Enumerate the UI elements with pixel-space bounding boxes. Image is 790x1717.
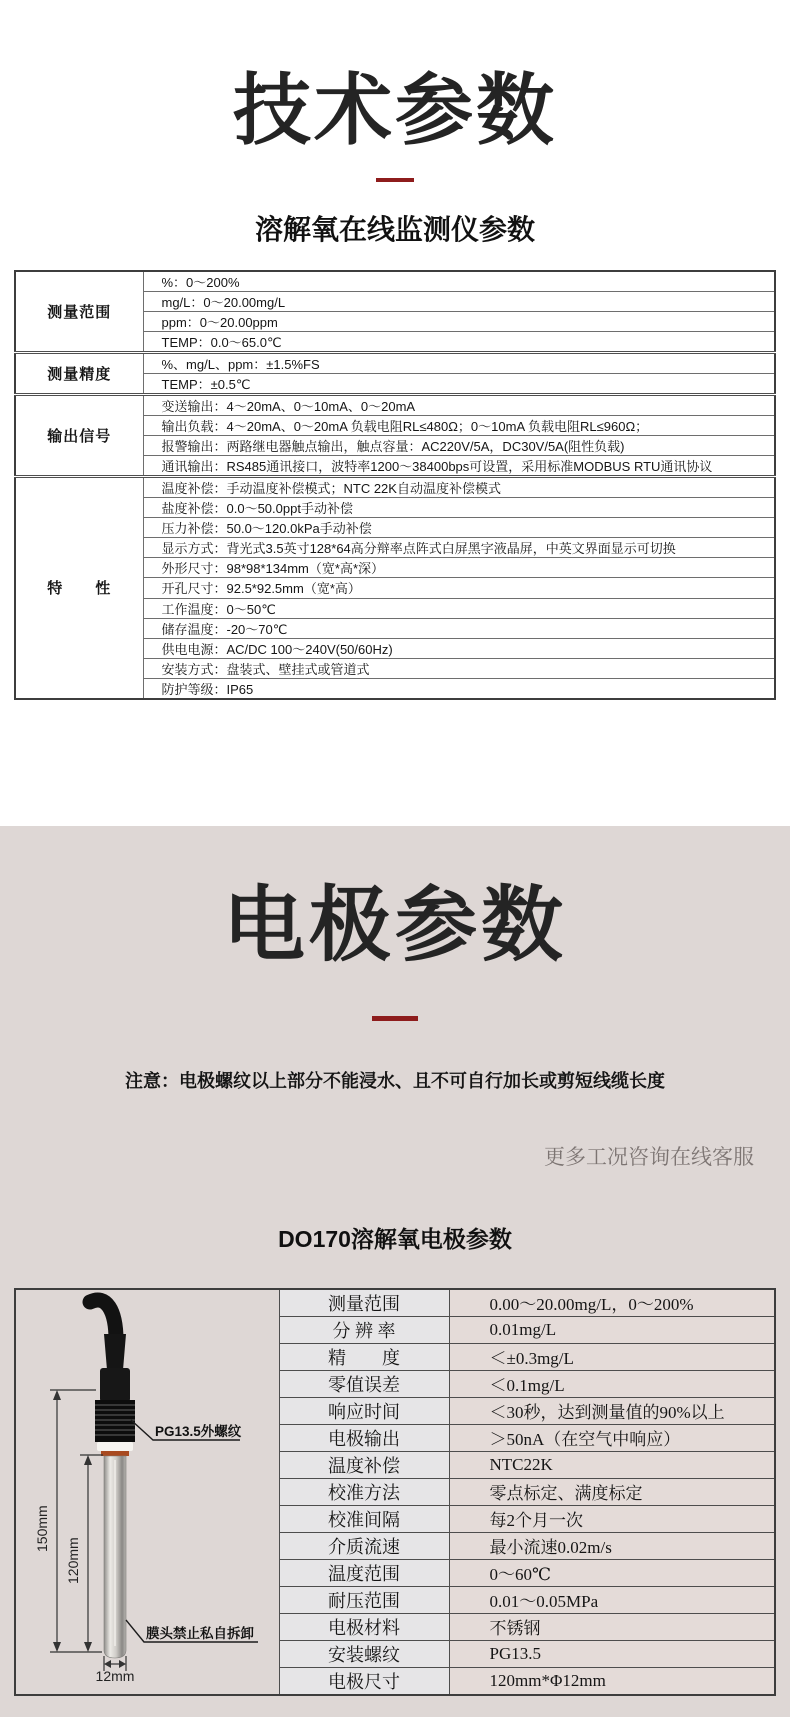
spec-value: 显示方式：背光式3.5英寸128*64高分辩率点阵式白屏黑字液晶屏，中英文界面显示可切换 [143, 538, 775, 558]
spec-value: 输出负载：4～20mA、0～20mA 负载电阻RL≤480Ω；0～10mA 负载电阻RL≤960Ω； [143, 415, 775, 435]
thread-ridges [95, 1405, 135, 1435]
electrode-spec-table [14, 1288, 776, 1696]
spec-value: mg/L：0～20.00mg/L [143, 291, 775, 311]
electrode-table-title: DO170溶解氧电极参数 [278, 1225, 512, 1252]
spec-value: 报警输出：两路继电器触点输出，触点容量：AC220V/5A，DC30V/5A(阻性负载) [143, 435, 775, 455]
electrode-spec-label: 电极尺寸 [279, 1667, 449, 1695]
electrode-title-divider [372, 1016, 418, 1021]
membrane-annotation: 膜头禁止私自拆卸 [146, 1625, 254, 1641]
electrode-spec-label: 温度范围 [279, 1559, 449, 1586]
electrode-table-row [15, 1289, 775, 1317]
electrode-spec-label: 校准方法 [279, 1478, 449, 1505]
spec-value: ppm：0～20.00ppm [143, 311, 775, 331]
electrode-spec-label: 分 辨 率 [279, 1316, 449, 1343]
spec-group-label: 特 性 [15, 477, 143, 699]
electrode-spec-label: 校准间隔 [279, 1505, 449, 1532]
spec-value: TEMP：0.0～65.0℃ [143, 331, 775, 352]
dim-shaft-label: 120mm [65, 1537, 81, 1584]
electrode-spec-label: 耐压范围 [279, 1586, 449, 1613]
electrode-spec-value: 零点标定、满度标定 [449, 1478, 775, 1505]
electrode-spec-label: 介质流速 [279, 1532, 449, 1559]
electrode-cable [90, 1300, 116, 1340]
spec-value: 外形尺寸：98*98*134mm（宽*高*深） [143, 558, 775, 578]
dim-120-lines [80, 1455, 103, 1648]
tech-section-title: 技术参数 [232, 66, 557, 154]
dim-total-label: 150mm [34, 1505, 50, 1552]
customer-service-text: 更多工况咨询在线客服 [544, 1145, 754, 1169]
electrode-spec-label: 响应时间 [279, 1397, 449, 1424]
electrode-diagram-cell [15, 1289, 279, 1695]
dim-width-label: 12mm [95, 1667, 135, 1682]
electrode-spec-value: 每2个月一次 [449, 1505, 775, 1532]
electrode-spec-label: 温度补偿 [279, 1451, 449, 1478]
spec-group-label: 测量精度 [15, 352, 143, 394]
electrode-neck [104, 1334, 126, 1370]
electrode-diagram [16, 1290, 278, 1682]
electrode-body [100, 1368, 130, 1402]
spec-value: 温度补偿：手动温度补偿模式；NTC 22K自动温度补偿模式 [143, 477, 775, 498]
section-technical-parameters [0, 0, 790, 826]
electrode-spec-label: 零值误差 [279, 1370, 449, 1397]
spec-value: TEMP：±0.5℃ [143, 373, 775, 394]
spec-value: 储存温度：-20～70℃ [143, 618, 775, 638]
spec-value: %、mg/L、ppm：±1.5%FS [143, 352, 775, 373]
electrode-white-ring [97, 1442, 133, 1451]
spec-value: 供电电源：AC/DC 100～240V(50/60Hz) [143, 638, 775, 658]
electrode-spec-label: 安装螺纹 [279, 1640, 449, 1667]
electrode-spec-label: 测量范围 [279, 1289, 449, 1317]
spec-value: %：0～200% [143, 271, 775, 292]
spec-value: 防护等级：IP65 [143, 678, 775, 699]
spec-value: 安装方式：盘装式、壁挂式或管道式 [143, 658, 775, 678]
electrode-spec-value: 最小流速0.02m/s [449, 1532, 775, 1559]
electrode-warning-note: 注意：电极螺纹以上部分不能浸水、且不可自行加长或剪短线缆长度 [125, 1070, 665, 1091]
section-electrode-parameters [0, 826, 790, 1717]
electrode-spec-value: 0～60℃ [449, 1559, 775, 1586]
spec-value: 开孔尺寸：92.5*92.5mm（宽*高） [143, 578, 775, 598]
spec-group-label: 输出信号 [15, 394, 143, 476]
electrode-spec-value: ＜0.1mg/L [449, 1370, 775, 1397]
electrode-spec-label: 电极输出 [279, 1424, 449, 1451]
electrode-spec-value: 不锈钢 [449, 1613, 775, 1640]
electrode-spec-value: 120mm*Φ12mm [449, 1667, 775, 1695]
electrode-spec-value: ＞50nA（在空气中响应） [449, 1424, 775, 1451]
electrode-orange-seal [101, 1451, 129, 1456]
spec-group-label: 测量范围 [15, 271, 143, 353]
thread-annotation: PG13.5外螺纹 [155, 1423, 242, 1439]
monitor-spec-table [14, 270, 776, 700]
spec-value: 变送输出：4～20mA、0～10mA、0～20mA [143, 394, 775, 415]
electrode-spec-label: 电极材料 [279, 1613, 449, 1640]
electrode-spec-value: PG13.5 [449, 1640, 775, 1667]
electrode-spec-value: 0.01mg/L [449, 1316, 775, 1343]
spec-value: 通讯输出：RS485通讯接口，波特率1200～38400bps可设置，采用标准MODBUS RTU通讯协议 [143, 456, 775, 477]
electrode-spec-label: 精 度 [279, 1343, 449, 1370]
electrode-spec-value: 0.00～20.00mg/L，0～200% [449, 1289, 775, 1317]
electrode-spec-value: ＜±0.3mg/L [449, 1343, 775, 1370]
tech-title-divider [376, 178, 414, 182]
dim-150-lines [50, 1390, 102, 1652]
spec-value: 盐度补偿：0.0～50.0ppt手动补偿 [143, 498, 775, 518]
electrode-spec-value: ＜30秒，达到测量值的90%以上 [449, 1397, 775, 1424]
electrode-spec-value: 0.01～0.05MPa [449, 1586, 775, 1613]
monitor-params-subtitle: 溶解氧在线监测仪参数 [254, 213, 535, 245]
spec-value: 压力补偿：50.0～120.0kPa手动补偿 [143, 518, 775, 538]
electrode-section-title: 电极参数 [222, 880, 567, 971]
electrode-spec-value: NTC22K [449, 1451, 775, 1478]
spec-value: 工作温度：0～50℃ [143, 598, 775, 618]
